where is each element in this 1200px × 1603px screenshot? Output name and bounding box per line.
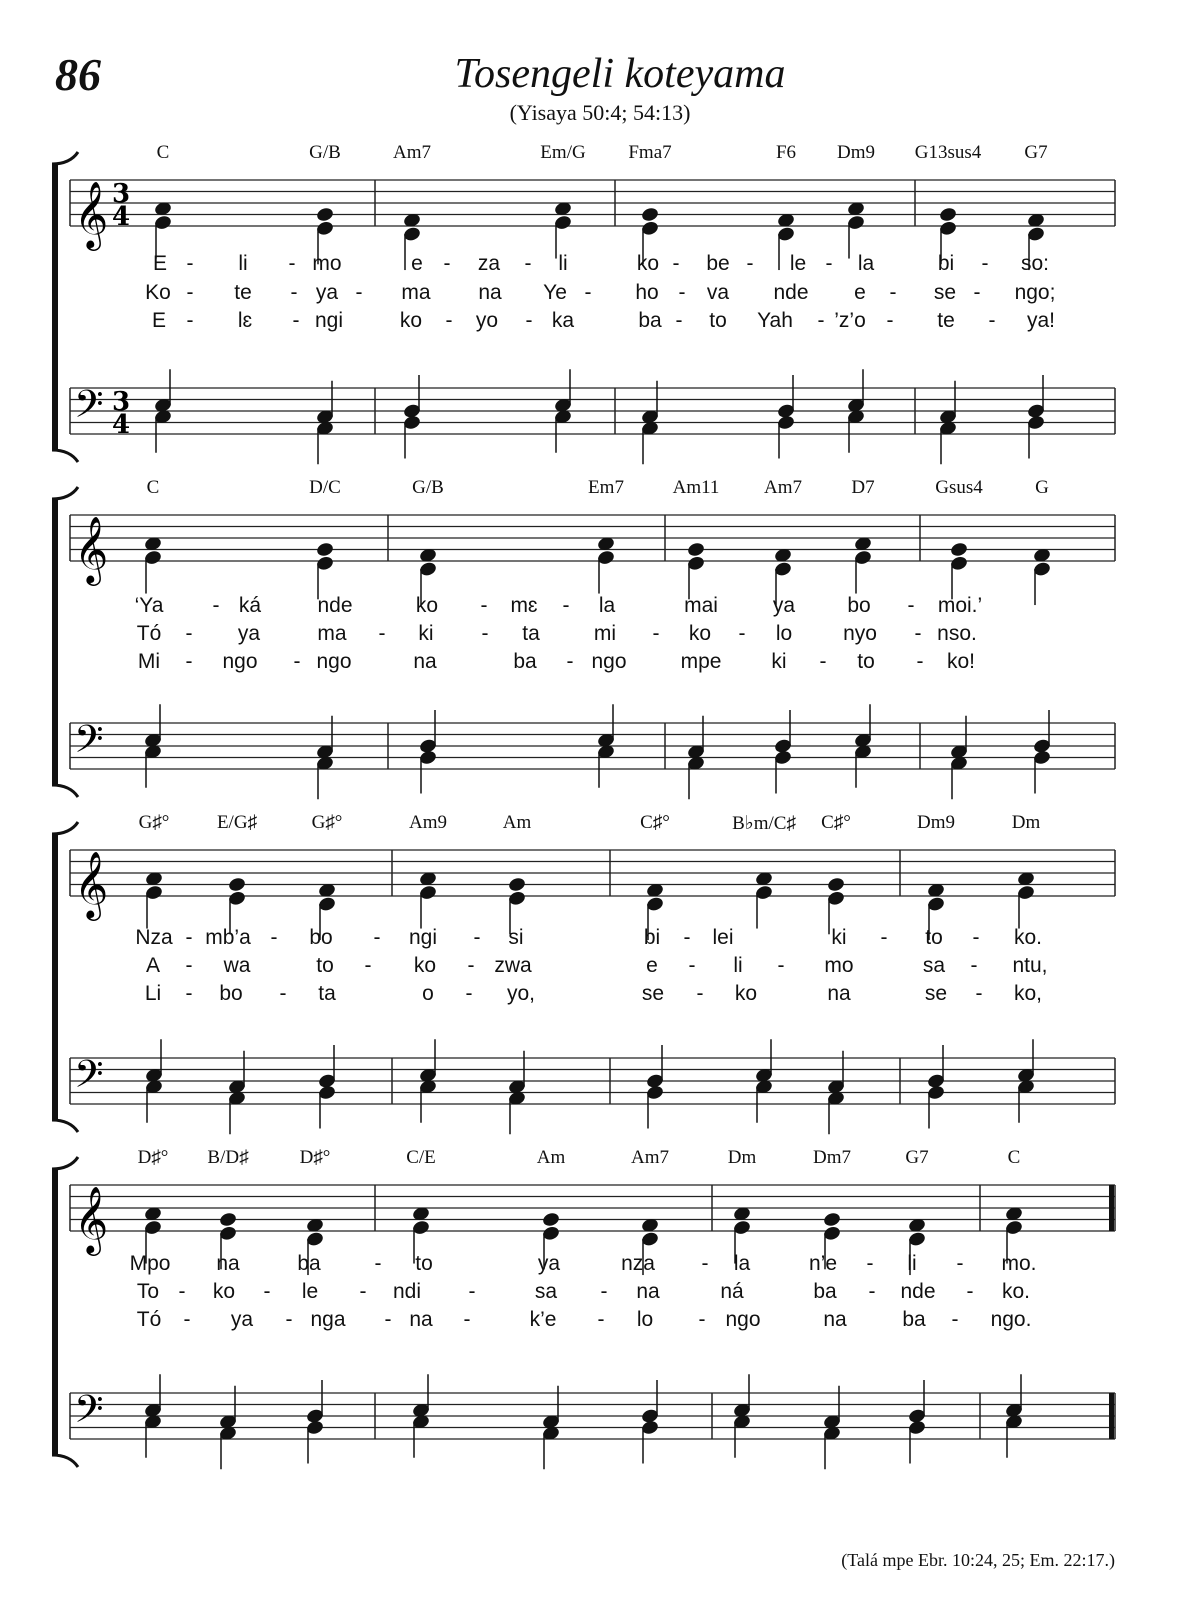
chord-symbol: C♯°: [640, 812, 670, 833]
lyric-syllable: se: [641, 982, 665, 1005]
lyric-hyphen: -: [364, 954, 372, 977]
lyric-syllable: nde: [900, 1280, 936, 1303]
lyric-syllable: e: [411, 252, 423, 275]
final-barline: [1109, 1393, 1114, 1439]
lyric-syllable: ho: [635, 281, 659, 304]
lyric-hyphen: -: [524, 252, 532, 275]
lyric-syllable: ko: [212, 1280, 236, 1303]
lyric-hyphen: -: [293, 650, 301, 673]
lyric-hyphen: -: [566, 650, 574, 673]
lyric-syllable: ki: [771, 650, 787, 673]
lyric-hyphen: -: [973, 281, 981, 304]
chord-symbol: D♯°: [299, 1147, 331, 1168]
time-signature-numerator: 3: [112, 179, 131, 209]
lyric-hyphen: -: [374, 1252, 382, 1275]
lyric-syllable: sa: [534, 1280, 558, 1303]
lyric-syllable: zwa: [494, 954, 532, 977]
chord-symbol: G7: [905, 1147, 929, 1168]
lyric-syllable: Nza: [135, 926, 173, 949]
lyric-hyphen: -: [970, 954, 978, 977]
lyric-syllable: ná: [720, 1280, 744, 1303]
lyric-syllable: mɛ: [510, 594, 538, 617]
chord-symbol: C/E: [406, 1147, 436, 1168]
time-signature-numerator: 3: [112, 387, 131, 417]
lyric-hyphen: -: [880, 926, 888, 949]
lyric-syllable: e: [854, 281, 866, 304]
lyric-syllable: ba: [813, 1280, 837, 1303]
bass-clef-icon: 𝄢: [74, 1386, 104, 1441]
lyric-syllable: ta: [522, 622, 540, 645]
lyric-hyphen: -: [701, 1252, 709, 1275]
chord-symbol: Am: [536, 1147, 566, 1168]
lyric-syllable: sa: [922, 954, 946, 977]
lyric-hyphen: -: [288, 252, 296, 275]
lyric-syllable: Li: [144, 982, 162, 1005]
lyric-hyphen: -: [186, 252, 194, 275]
lyric-syllable: la: [598, 594, 616, 617]
treble-notehead: [949, 541, 968, 558]
lyric-syllable: ’z’o: [834, 309, 866, 332]
treble-notehead: [218, 1211, 237, 1228]
lyric-syllable: ntu,: [1012, 954, 1048, 977]
lyric-syllable: lo: [636, 1308, 654, 1331]
lyric-syllable: ma: [401, 281, 431, 304]
lyric-hyphen: -: [185, 622, 193, 645]
lyric-syllable: n’e: [808, 1252, 838, 1275]
chord-symbol: C: [146, 477, 160, 498]
lyric-syllable: ká: [238, 594, 262, 617]
chord-symbol: Em/G: [540, 142, 586, 163]
chord-symbol: Am7: [393, 142, 431, 163]
chord-symbol: Fma7: [628, 142, 672, 163]
lyric-syllable: ngo: [591, 650, 627, 673]
lyric-hyphen: -: [817, 309, 825, 332]
lyric-syllable: ko: [413, 954, 437, 977]
lyric-syllable: moi.’: [937, 594, 983, 617]
lyric-hyphen: -: [185, 982, 193, 1005]
lyric-syllable: mo: [312, 252, 342, 275]
lyric-hyphen: -: [868, 1280, 876, 1303]
chord-symbol: D7: [851, 477, 875, 498]
lyric-hyphen: -: [443, 252, 451, 275]
lyric-syllable: na: [823, 1308, 847, 1331]
treble-notehead: [686, 541, 705, 558]
lyric-syllable: nyo: [843, 622, 877, 645]
lyric-syllable: mo.: [1001, 1252, 1037, 1275]
lyric-syllable: ko: [415, 594, 439, 617]
lyric-syllable: na: [478, 281, 502, 304]
lyric-hyphen: -: [467, 954, 475, 977]
lyric-hyphen: -: [525, 309, 533, 332]
lyric-hyphen: -: [445, 309, 453, 332]
lyric-hyphen: -: [916, 650, 924, 673]
lyric-syllable: E: [152, 252, 168, 275]
chord-symbol: G♯°: [311, 812, 343, 833]
lyric-hyphen: -: [185, 926, 193, 949]
lyric-syllable: to: [925, 926, 943, 949]
lyric-syllable: Tó: [136, 622, 162, 645]
lyric-syllable: ta: [318, 982, 336, 1005]
lyric-syllable: ko.: [1001, 1280, 1031, 1303]
lyric-hyphen: -: [183, 1308, 191, 1331]
lyric-syllable: bi: [937, 252, 955, 275]
lyric-syllable: Ye: [543, 281, 567, 304]
lyric-syllable: o: [422, 982, 434, 1005]
chord-symbol: C: [1007, 1147, 1021, 1168]
lyric-hyphen: -: [825, 252, 833, 275]
lyric-syllable: bo: [847, 594, 871, 617]
hymn-number: 86: [55, 49, 101, 100]
chord-symbol: Dm9: [837, 142, 875, 163]
chord-symbol: Am: [502, 812, 532, 833]
lyric-syllable: ko: [399, 309, 423, 332]
lyric-syllable: ba: [902, 1308, 926, 1331]
lyric-syllable: ka: [551, 309, 575, 332]
treble-notehead: [826, 876, 845, 893]
lyric-hyphen: -: [263, 1280, 271, 1303]
lyric-hyphen: -: [562, 594, 570, 617]
lyric-syllable: to: [709, 309, 727, 332]
lyric-syllable: nza: [621, 1252, 655, 1275]
chord-symbol: Dm: [727, 1147, 757, 1168]
chord-symbol: E/G♯: [216, 812, 258, 833]
lyric-syllable: ngo: [222, 650, 258, 673]
lyric-hyphen: -: [463, 1308, 471, 1331]
lyric-hyphen: -: [777, 954, 785, 977]
lyric-hyphen: -: [972, 926, 980, 949]
system-bracket: [52, 499, 58, 785]
lyric-syllable: za: [477, 252, 501, 275]
lyric-hyphen: -: [480, 594, 488, 617]
lyric-hyphen: -: [696, 982, 704, 1005]
treble-notehead: [507, 876, 526, 893]
lyric-hyphen: -: [185, 954, 193, 977]
lyric-syllable: te: [234, 281, 252, 304]
lyric-syllable: la: [733, 1252, 751, 1275]
chord-symbol: F6: [775, 142, 797, 163]
lyric-syllable: be: [706, 252, 730, 275]
lyric-syllable: k’e: [529, 1308, 557, 1331]
chord-symbol: D/C: [309, 477, 341, 498]
lyric-syllable: na: [827, 982, 851, 1005]
lyric-syllable: mo: [824, 954, 854, 977]
lyric-syllable: ‘Ya: [134, 594, 164, 617]
lyric-syllable: ngo.: [990, 1308, 1032, 1331]
lyric-syllable: ko: [688, 622, 712, 645]
treble-notehead: [938, 206, 957, 223]
lyric-syllable: ba: [297, 1252, 321, 1275]
time-signature-denominator: 4: [112, 410, 131, 440]
bracket-hook-bottom: [52, 1455, 78, 1467]
lyric-hyphen: -: [951, 1308, 959, 1331]
lyric-syllable: ndi: [392, 1280, 422, 1303]
lyric-syllable: e: [646, 954, 658, 977]
lyric-syllable: ngi: [314, 309, 344, 332]
lyric-syllable: Mi: [137, 650, 161, 673]
lyric-hyphen: -: [378, 622, 386, 645]
chord-symbol: G/B: [412, 477, 444, 498]
lyric-hyphen: -: [584, 281, 592, 304]
chord-symbol: C: [156, 142, 170, 163]
lyric-syllable: bo: [309, 926, 333, 949]
lyric-syllable: ko.: [1013, 926, 1043, 949]
bracket-hook-top: [52, 822, 78, 834]
lyric-syllable: yo: [475, 309, 499, 332]
scripture-reference: (Yisaya 50:4; 54:13): [509, 100, 691, 125]
time-signature-denominator: 4: [112, 202, 131, 232]
lyric-syllable: mai: [684, 594, 718, 617]
lyric-syllable: ya: [537, 1252, 561, 1275]
chord-symbol: Dm: [1011, 812, 1041, 833]
lyric-syllable: na: [636, 1280, 660, 1303]
treble-notehead: [227, 876, 246, 893]
chord-symbol: Am7: [764, 477, 802, 498]
chord-symbol: G/B: [309, 142, 341, 163]
lyric-syllable: ngi: [408, 926, 438, 949]
lyric-hyphen: -: [886, 309, 894, 332]
lyric-syllable: le: [301, 1280, 319, 1303]
treble-notehead: [640, 206, 659, 223]
lyric-syllable: to: [857, 650, 875, 673]
lyric-syllable: se: [933, 281, 957, 304]
treble-clef-icon: 𝄞: [74, 850, 109, 918]
lyric-hyphen: -: [178, 1280, 186, 1303]
lyric-hyphen: -: [270, 926, 278, 949]
bass-clef-icon: 𝄢: [74, 716, 104, 771]
lyric-syllable: mb’a: [205, 926, 251, 949]
lyric-hyphen: -: [914, 622, 922, 645]
lyric-syllable: ya!: [1026, 309, 1056, 332]
lyric-syllable: li: [733, 954, 743, 977]
lyric-syllable: li: [907, 1252, 917, 1275]
lyric-hyphen: -: [186, 281, 194, 304]
lyric-syllable: li: [558, 252, 568, 275]
lyric-syllable: ngo: [316, 650, 352, 673]
lyric-hyphen: -: [292, 309, 300, 332]
lyric-hyphen: -: [285, 1308, 293, 1331]
lyric-hyphen: -: [688, 954, 696, 977]
lyric-hyphen: -: [975, 982, 983, 1005]
footer-reference: (Talá mpe Ebr. 10:24, 25; Em. 22:17.): [841, 1550, 1115, 1570]
lyric-hyphen: -: [819, 650, 827, 673]
system-bracket: [52, 834, 58, 1120]
lyric-syllable: ki: [418, 622, 434, 645]
bracket-hook-bottom: [52, 1120, 78, 1132]
bracket-hook-top: [52, 152, 78, 164]
lyric-hyphen: -: [698, 1308, 706, 1331]
lyric-hyphen: -: [212, 594, 220, 617]
system-bracket: [52, 164, 58, 450]
lyric-syllable: mpe: [680, 650, 722, 673]
lyric-syllable: ko!: [946, 650, 976, 673]
lyric-syllable: ko: [734, 982, 758, 1005]
lyric-hyphen: -: [672, 252, 680, 275]
lyric-hyphen: -: [473, 926, 481, 949]
chord-symbol: C♯°: [821, 812, 851, 833]
lyric-syllable: na: [216, 1252, 240, 1275]
chord-symbol: Dm9: [917, 812, 955, 833]
lyric-syllable: to: [415, 1252, 433, 1275]
treble-clef-icon: 𝄞: [74, 515, 109, 583]
lyric-hyphen: -: [678, 281, 686, 304]
lyric-syllable: ba: [513, 650, 537, 673]
lyric-syllable: nga: [310, 1308, 346, 1331]
chord-symbol: Dm7: [813, 1147, 851, 1168]
lyric-syllable: E: [151, 309, 167, 332]
lyric-syllable: A: [145, 954, 161, 977]
bass-clef-icon: 𝄢: [74, 381, 104, 436]
chord-symbol: Gsus4: [935, 477, 983, 498]
lyric-syllable: lo: [775, 622, 793, 645]
chord-symbol: Am11: [672, 477, 720, 498]
chord-symbol: Em7: [588, 477, 624, 498]
lyric-syllable: mi: [593, 622, 617, 645]
lyric-syllable: bo: [219, 982, 243, 1005]
treble-notehead: [541, 1211, 560, 1228]
lyric-hyphen: -: [279, 982, 287, 1005]
chord-symbol: G♯°: [138, 812, 170, 833]
bracket-hook-top: [52, 1157, 78, 1169]
lyric-hyphen: -: [966, 1280, 974, 1303]
chord-symbol: G7: [1024, 142, 1048, 163]
lyric-hyphen: -: [384, 1308, 392, 1331]
lyric-hyphen: -: [866, 1252, 874, 1275]
chord-symbol: Am9: [409, 812, 447, 833]
lyric-syllable: lei: [712, 926, 734, 949]
lyric-hyphen: -: [988, 309, 996, 332]
lyric-syllable: bi: [643, 926, 661, 949]
lyric-syllable: te: [937, 309, 955, 332]
chord-symbol: B/D♯: [207, 1147, 249, 1168]
lyric-syllable: na: [413, 650, 437, 673]
chord-symbol: B♭m/C♯: [732, 813, 796, 834]
lyric-syllable: ya: [315, 281, 339, 304]
lyric-hyphen: -: [889, 281, 897, 304]
lyric-syllable: ya: [772, 594, 796, 617]
lyric-syllable: se: [924, 982, 948, 1005]
lyric-hyphen: -: [683, 926, 691, 949]
lyric-syllable: ngo;: [1014, 281, 1056, 304]
bracket-hook-bottom: [52, 450, 78, 462]
lyric-syllable: na: [409, 1308, 433, 1331]
bracket-hook-top: [52, 487, 78, 499]
lyric-syllable: ma: [317, 622, 347, 645]
system-bracket: [52, 1169, 58, 1455]
lyric-hyphen: -: [465, 982, 473, 1005]
lyric-syllable: ko: [636, 252, 660, 275]
lyric-hyphen: -: [290, 281, 298, 304]
lyric-syllable: li: [238, 252, 248, 275]
lyric-syllable: ba: [638, 309, 662, 332]
lyric-syllable: ya: [237, 622, 261, 645]
lyric-syllable: Tó: [136, 1308, 162, 1331]
lyric-syllable: yo,: [506, 982, 536, 1005]
lyric-hyphen: -: [359, 1280, 367, 1303]
lyric-syllable: nde: [773, 281, 809, 304]
lyric-hyphen: -: [185, 650, 193, 673]
lyric-hyphen: -: [675, 309, 683, 332]
lyric-hyphen: -: [373, 926, 381, 949]
lyric-syllable: le: [789, 252, 807, 275]
chord-symbol: D♯°: [137, 1147, 169, 1168]
lyric-hyphen: -: [600, 1280, 608, 1303]
lyric-syllable: Ko: [145, 281, 171, 304]
lyric-syllable: to: [316, 954, 334, 977]
lyric-syllable: Mpo: [129, 1252, 171, 1275]
chord-symbol: Am7: [631, 1147, 669, 1168]
lyric-syllable: ki: [831, 926, 847, 949]
lyric-syllable: la: [857, 252, 875, 275]
lyric-syllable: ngo: [725, 1308, 761, 1331]
chord-symbol: G: [1035, 477, 1049, 498]
hymn-title: Tosengeli koteyama: [454, 51, 786, 97]
lyric-syllable: To: [136, 1280, 160, 1303]
lyric-syllable: lɛ: [237, 309, 253, 332]
lyric-syllable: so:: [1020, 252, 1050, 275]
lyric-syllable: va: [706, 281, 730, 304]
lyric-hyphen: -: [981, 252, 989, 275]
bracket-hook-bottom: [52, 785, 78, 797]
lyric-hyphen: -: [468, 1280, 476, 1303]
lyric-syllable: nso.: [937, 622, 977, 645]
lyric-hyphen: -: [738, 622, 746, 645]
lyric-hyphen: -: [652, 622, 660, 645]
lyric-hyphen: -: [597, 1308, 605, 1331]
final-barline: [1109, 1185, 1114, 1231]
lyric-hyphen: -: [355, 281, 363, 304]
treble-clef-icon: 𝄞: [74, 180, 109, 248]
lyric-hyphen: -: [746, 252, 754, 275]
lyric-syllable: ya: [230, 1308, 254, 1331]
lyric-syllable: nde: [317, 594, 353, 617]
chord-symbol: G13sus4: [914, 142, 982, 163]
lyric-syllable: wa: [223, 954, 251, 977]
lyric-hyphen: -: [481, 622, 489, 645]
lyric-hyphen: -: [186, 309, 194, 332]
treble-notehead: [315, 541, 334, 558]
lyric-hyphen: -: [956, 1252, 964, 1275]
bass-clef-icon: 𝄢: [74, 1051, 104, 1106]
lyric-syllable: si: [508, 926, 524, 949]
treble-notehead: [315, 206, 334, 223]
lyric-syllable: ko,: [1013, 982, 1043, 1005]
lyric-hyphen: -: [907, 594, 915, 617]
treble-notehead: [822, 1211, 841, 1228]
lyric-syllable: Yah: [757, 309, 793, 332]
treble-clef-icon: 𝄞: [74, 1185, 109, 1253]
